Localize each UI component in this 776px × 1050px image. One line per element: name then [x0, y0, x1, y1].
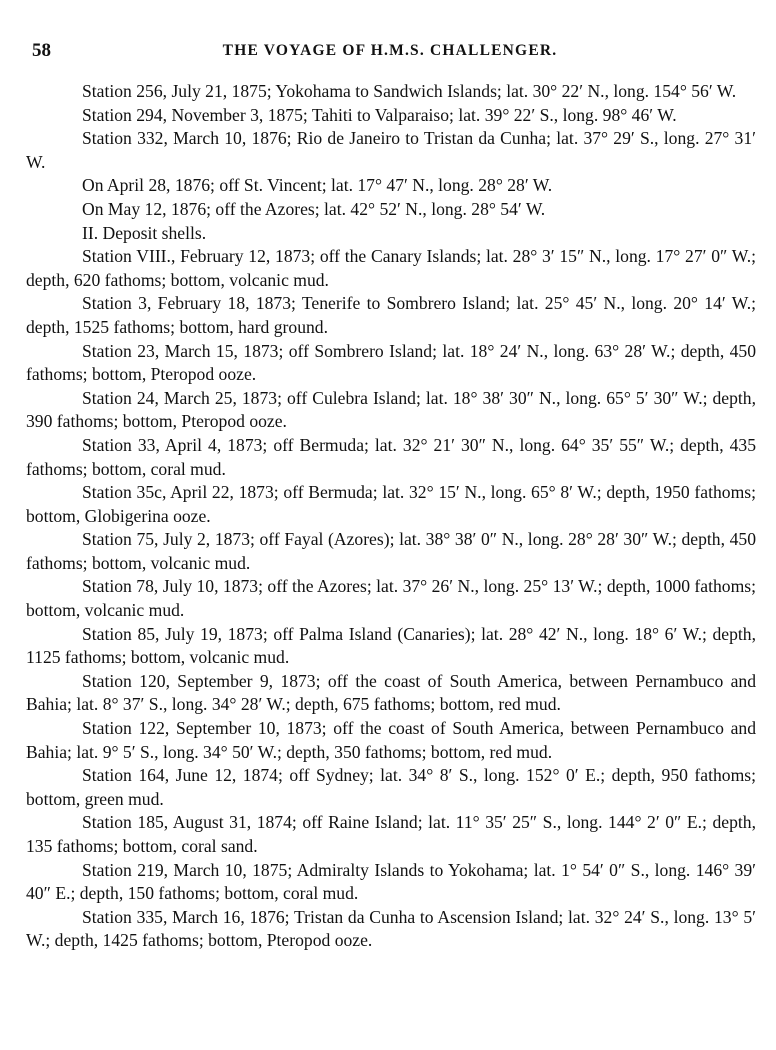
station-entry: Station 164, June 12, 1874; off Sydney; lat. 34° 8′ S., long. 152° 0′ E.; depth, 950 fathoms; bottom, green mud. [26, 765, 756, 809]
station-entry: Station 75, July 2, 1873; off Fayal (Azores); lat. 38° 38′ 0″ N., long. 28° 28′ 30″ W.; depth, 450 fathoms; bottom, volcanic mud. [26, 529, 756, 573]
book-page [22, 40, 758, 953]
station-entry: Station 33, April 4, 1873; off Bermuda; lat. 32° 21′ 30″ N., long. 64° 35′ 55″ W.; depth, 435 fathoms; bottom, coral mud. [26, 434, 756, 479]
station-entry: On May 12, 1876; off the Azores; lat. 42° 52′ N., long. 28° 54′ W. [82, 198, 546, 219]
body-text [22, 70, 758, 953]
station-entry: Station 24, March 25, 1873; off Culebra Island; lat. 18° 38′ 30″ N., long. 65° 5′ 30″ W.; depth, 390 fathoms; bottom, Pteropod ooze. [26, 387, 756, 432]
page-number: 58 [32, 40, 51, 61]
station-entry: Station 219, March 10, 1875; Admiralty Islands to Yokohama; lat. 1° 54′ 0″ S., long. 146° 39′ 40″ E.; depth, 150 fathoms; bottom, coral mud. [26, 859, 756, 904]
page-header [22, 40, 758, 70]
station-entry: Station 335, March 16, 1876; Tristan da Cunha to Ascension Island; lat. 32° 24′ S., long. 13° 5′ W.; depth, 1425 fathoms; bottom, Pteropod ooze. [26, 906, 756, 951]
station-entry: Station 185, August 31, 1874; off Raine Island; lat. 11° 35′ 25″ S., long. 144° 2′ 0″ E.; depth, 135 fathoms; bottom, coral sand. [26, 812, 756, 856]
station-entry: Station 35c, April 22, 1873; off Bermuda; lat. 32° 15′ N., long. 65° 8′ W.; depth, 1950 fathoms; bottom, Globigerina ooze. [26, 482, 756, 526]
station-entry: Station 122, September 10, 1873; off the coast of South America, between Pernambuco and Bahia; lat. 9° 5′ S., long. 34° 50′ W.; depth, 350 fathoms; bottom, red mud. [26, 718, 756, 762]
station-entry: Station 332, March 10, 1876; Rio de Janeiro to Tristan da Cunha; lat. 37° 29′ S., long. 27° 31′ W. [26, 128, 756, 172]
station-entry: Station 23, March 15, 1873; off Sombrero Island; lat. 18° 24′ N., long. 63° 28′ W.; depth, 450 fathoms; bottom, Pteropod ooze. [26, 340, 756, 385]
station-entry: Station 256, July 21, 1875; Yokohama to Sandwich Islands; lat. 30° 22′ N., long. 154° 56′ W. [82, 81, 737, 101]
station-entry: Station 3, February 18, 1873; Tenerife to Sombrero Island; lat. 25° 45′ N., long. 20° 14′ W.; depth, 1525 fathoms; bottom, hard ground. [26, 293, 756, 337]
station-entry: Station VIII., February 12, 1873; off the Canary Islands; lat. 28° 3′ 15″ N., long. 17° 27′ 0″ W.; depth, 620 fathoms; bottom, volcanic mud. [26, 246, 756, 290]
station-entry: Station 85, July 19, 1873; off Palma Island (Canaries); lat. 28° 42′ N., long. 18° 6′ W.; depth, 1125 fathoms; bottom, volcanic mud. [26, 623, 756, 668]
station-entry: Station 78, July 10, 1873; off the Azores; lat. 37° 26′ N., long. 25° 13′ W.; depth, 1000 fathoms; bottom, volcanic mud. [26, 576, 756, 621]
station-entry: Station 120, September 9, 1873; off the coast of South America, between Pernambuco and Bahia; lat. 8° 37′ S., long. 34° 28′ W.; depth, 675 fathoms; bottom, red mud. [26, 670, 756, 715]
section-heading: II. Deposit shells. [82, 222, 207, 243]
station-entry: Station 294, November 3, 1875; Tahiti to Valparaiso; lat. 39° 22′ S., long. 98° 46′ W. [82, 104, 677, 125]
station-entry: On April 28, 1876; off St. Vincent; lat. 17° 47′ N., long. 28° 28′ W. [82, 175, 553, 196]
running-title: THE VOYAGE OF H.M.S. CHALLENGER. [222, 42, 558, 59]
